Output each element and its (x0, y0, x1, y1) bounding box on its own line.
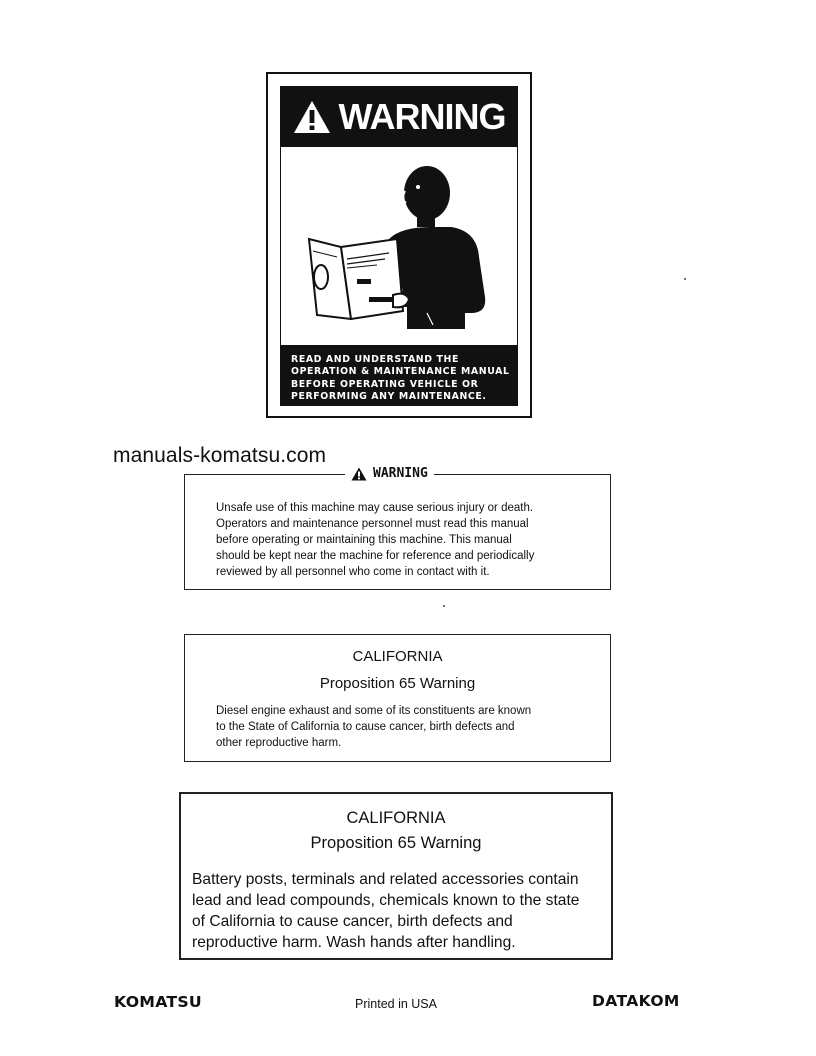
prop65-battery-line: of California to cause cancer, birth defects and (192, 913, 513, 930)
warning-label-line: BEFORE OPERATING VEHICLE OR (291, 378, 479, 390)
warning-notice-title: WARNING (373, 466, 428, 481)
prop65-battery-text (192, 869, 579, 953)
prop65-diesel-line: other reproductive harm. (216, 737, 342, 749)
warning-notice-line: should be kept near the machine for reference and periodically (216, 550, 535, 562)
prop65-diesel-text (216, 703, 531, 751)
warning-label-inner (280, 86, 518, 406)
prop65-diesel-line: Diesel engine exhaust and some of its constituents are known (216, 705, 532, 717)
warning-notice-line: Unsafe use of this machine may cause serious injury or death. (216, 502, 534, 514)
reading-manual-pictogram (281, 147, 517, 345)
warning-label-title: WARNING (338, 96, 506, 137)
prop65-battery-box (179, 792, 613, 960)
warning-notice-heading (345, 465, 434, 483)
scan-speck (684, 278, 686, 280)
prop65-battery-line: reproductive harm. Wash hands after handling. (192, 934, 516, 951)
warning-notice-line: before operating or maintaining this machine. This manual (216, 534, 512, 546)
watermark-link[interactable]: manuals-komatsu.com (113, 444, 327, 467)
printed-in-label: Printed in USA (355, 997, 437, 1011)
warning-notice-line: reviewed by all personnel who come in contact with it. (216, 566, 490, 578)
warning-label-instructions (281, 345, 517, 405)
warning-label-header (281, 87, 517, 147)
komatsu-logo: KOMATSU (114, 993, 202, 1011)
warning-triangle-icon (293, 100, 331, 134)
prop65-diesel-heading: CALIFORNIA (352, 648, 443, 665)
prop65-battery-subheading: Proposition 65 Warning (310, 834, 482, 852)
warning-notice-text (216, 500, 596, 580)
prop65-battery-line: lead and lead compounds, chemicals known to the state (192, 892, 580, 909)
warning-label-line: PERFORMING ANY MAINTENANCE. (291, 391, 487, 403)
warning-triangle-icon (351, 467, 367, 481)
warning-label-line: READ AND UNDERSTAND THE (291, 354, 459, 365)
datakom-logo: DATAKOM (592, 992, 680, 1010)
warning-notice-box (184, 466, 611, 590)
scan-speck (443, 605, 445, 607)
prop65-diesel-box (184, 634, 611, 762)
warning-label (266, 72, 532, 418)
prop65-diesel-subheading: Proposition 65 Warning (319, 675, 476, 692)
prop65-battery-line: Battery posts, terminals and related accessories contain (192, 871, 579, 888)
warning-label-line: OPERATION & MAINTENANCE MANUAL (291, 366, 510, 378)
prop65-diesel-line: to the State of California to cause cancer, birth defects and (216, 721, 515, 733)
prop65-battery-heading: CALIFORNIA (346, 809, 446, 827)
person-torso (389, 227, 485, 329)
person-head (404, 166, 450, 220)
warning-notice-line: Operators and maintenance personnel must read this manual (216, 518, 529, 530)
